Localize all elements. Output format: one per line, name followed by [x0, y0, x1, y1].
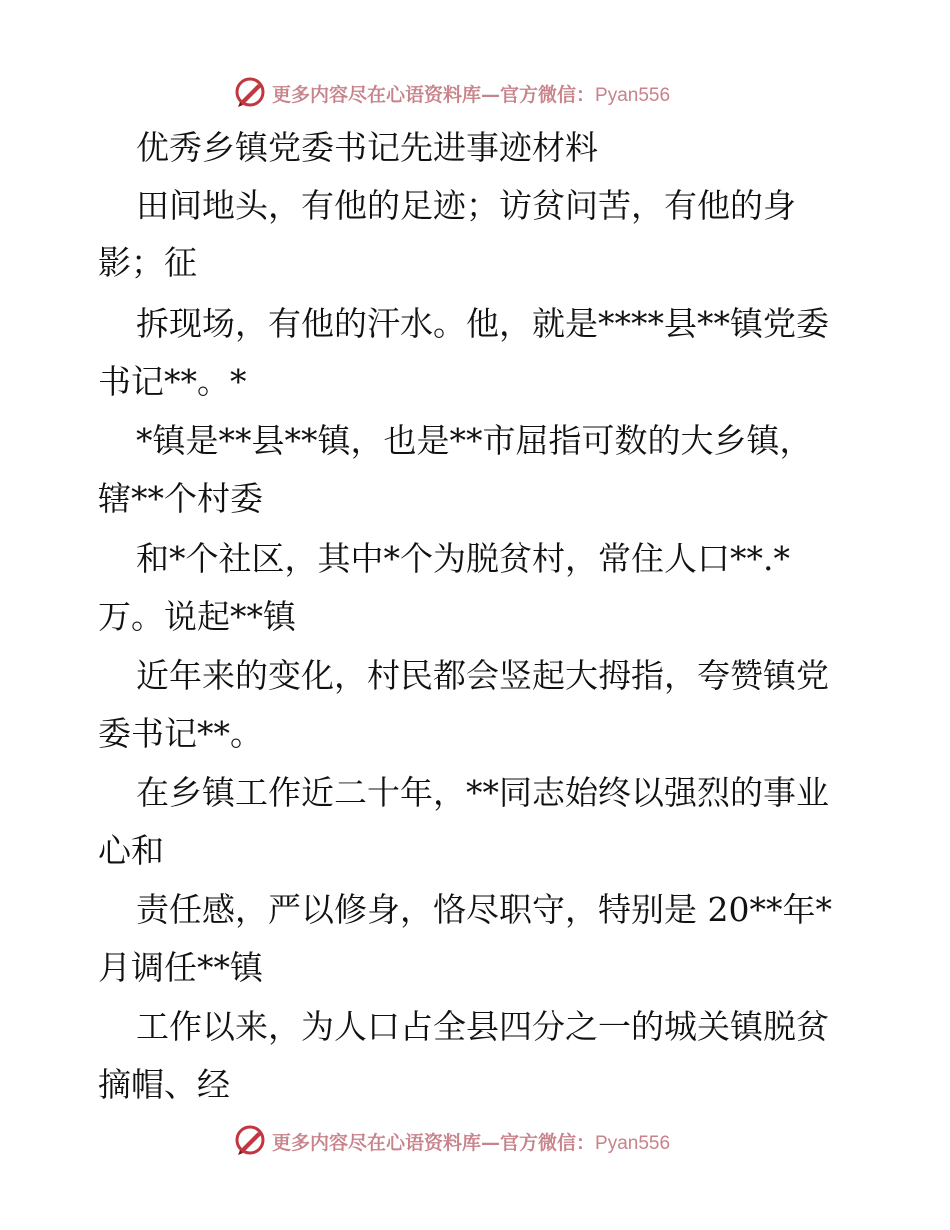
text-line: 工作以来，为人口占全县四分之一的城关镇脱贫 — [136, 1007, 829, 1046]
text-line: 摘帽、经 — [98, 1065, 230, 1104]
text-line: 影；征 — [98, 243, 197, 282]
text-line: *镇是**县**镇，也是**市屈指可数的大乡镇， — [136, 421, 813, 460]
text-line: 书记**。* — [98, 362, 247, 401]
text-line: 近年来的变化，村民都会竖起大拇指，夸赞镇党 — [136, 656, 829, 695]
text-line: 拆现场，有他的汗水。他，就是****县**镇党委 — [136, 304, 829, 343]
text-line: 委书记**。 — [98, 714, 263, 753]
text-line: 田间地头，有他的足迹；访贫问苦，有他的身 — [136, 186, 796, 225]
text-line: 和*个社区，其中*个为脱贫村，常住人口**.* — [136, 539, 790, 578]
watermark-text: 更多内容尽在心语资料库—官方微信：Pyan556 — [272, 84, 671, 106]
watermark-text: 更多内容尽在心语资料库—官方微信：Pyan556 — [272, 1132, 671, 1154]
text-line: 月调任**镇 — [98, 948, 263, 987]
text-line: 在乡镇工作近二十年，**同志始终以强烈的事业 — [136, 773, 829, 812]
text-line: 万。说起**镇 — [98, 597, 296, 636]
text-line: 辖**个村委 — [98, 479, 263, 518]
text-line: 心和 — [98, 831, 164, 870]
text-line: 责任感，严以修身，恪尽职守，特别是 20**年* — [136, 890, 832, 929]
document-title: 优秀乡镇党委书记先进事迹材料 — [136, 128, 598, 167]
